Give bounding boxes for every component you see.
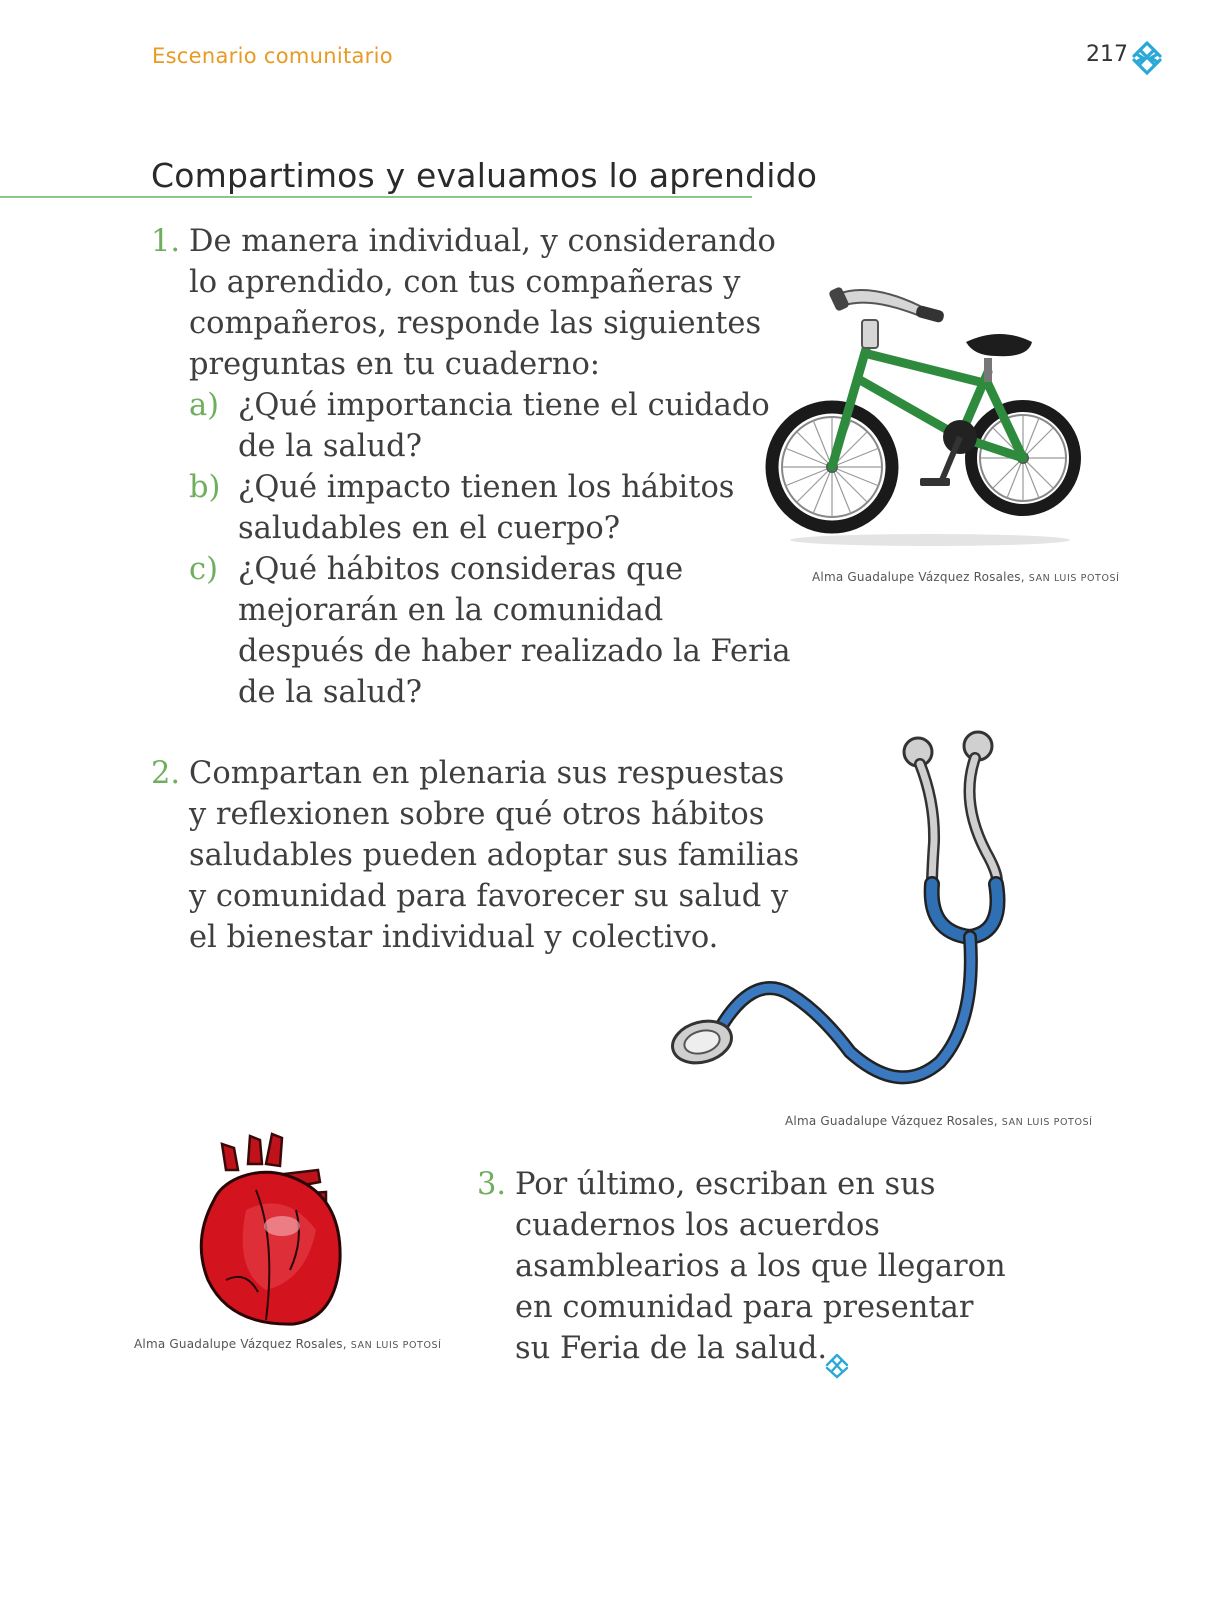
caption-place: SAN LUIS POTOSÍ [1001,1117,1093,1128]
item-text-line: cuadernos los acuerdos [515,1208,880,1243]
subquestion-text-line: mejorarán en la comunidad [238,593,664,628]
community-knot-icon [1129,40,1165,76]
caption-author: Alma Guadalupe Vázquez Rosales, [785,1114,1002,1128]
title-underline [0,196,752,198]
end-knot-icon [824,1353,850,1379]
bicycle-caption [812,570,1120,584]
subquestion-letter: a) [189,388,220,423]
item-number: 1. [151,224,181,259]
subquestion-letter: c) [189,552,218,587]
item-text-line: su Feria de la salud. [515,1331,828,1366]
item-text-line: asamblearios a los que llegaron [515,1249,1006,1284]
subquestion-text-line: saludables en el cuerpo? [238,511,621,546]
section-title: Compartimos y evaluamos lo aprendido [151,156,818,195]
caption-place: SAN LUIS POTOSÍ [350,1340,442,1351]
item-text-line: en comunidad para presentar [515,1290,974,1325]
section-label: Escenario comunitario [152,44,393,68]
heart-caption [134,1337,442,1351]
stethoscope-illustration [670,732,1030,1102]
item-text-line: lo aprendido, con tus compañeras y [189,265,741,300]
subquestion-text-line: ¿Qué impacto tienen los hábitos [238,470,735,505]
subquestion-letter: b) [189,470,221,505]
caption-author: Alma Guadalupe Vázquez Rosales, [812,570,1029,584]
item-text-line: Por último, escriban en sus [515,1167,936,1202]
item-text-line: saludables pueden adoptar sus familias [189,838,800,873]
page-number: 217 [1086,42,1128,67]
item-text-line: preguntas en tu cuaderno: [189,347,601,382]
subquestion-text-line: de la salud? [238,675,423,710]
subquestion-text-line: ¿Qué importancia tiene el cuidado [238,388,770,423]
item-text-line: Compartan en plenaria sus respuestas [189,756,785,791]
item-text-line: De manera individual, y considerando [189,224,776,259]
item-text-line: el bienestar individual y colectivo. [189,920,719,955]
item-text-line: y reflexionen sobre qué otros hábitos [189,797,765,832]
subquestion-text-line: ¿Qué hábitos consideras que [238,552,684,587]
item-number: 3. [477,1167,507,1202]
subquestion-text-line: de la salud? [238,429,423,464]
item-number: 2. [151,756,181,791]
subquestion-text-line: después de haber realizado la Feria [238,634,791,669]
caption-author: Alma Guadalupe Vázquez Rosales, [134,1337,351,1351]
stethoscope-caption [785,1114,1093,1128]
heart-illustration [186,1130,346,1330]
bicycle-illustration [770,282,1090,552]
item-text-line: y comunidad para favorecer su salud y [189,879,789,914]
caption-place: SAN LUIS POTOSÍ [1028,573,1120,584]
item-text-line: compañeros, responde las siguientes [189,306,762,341]
